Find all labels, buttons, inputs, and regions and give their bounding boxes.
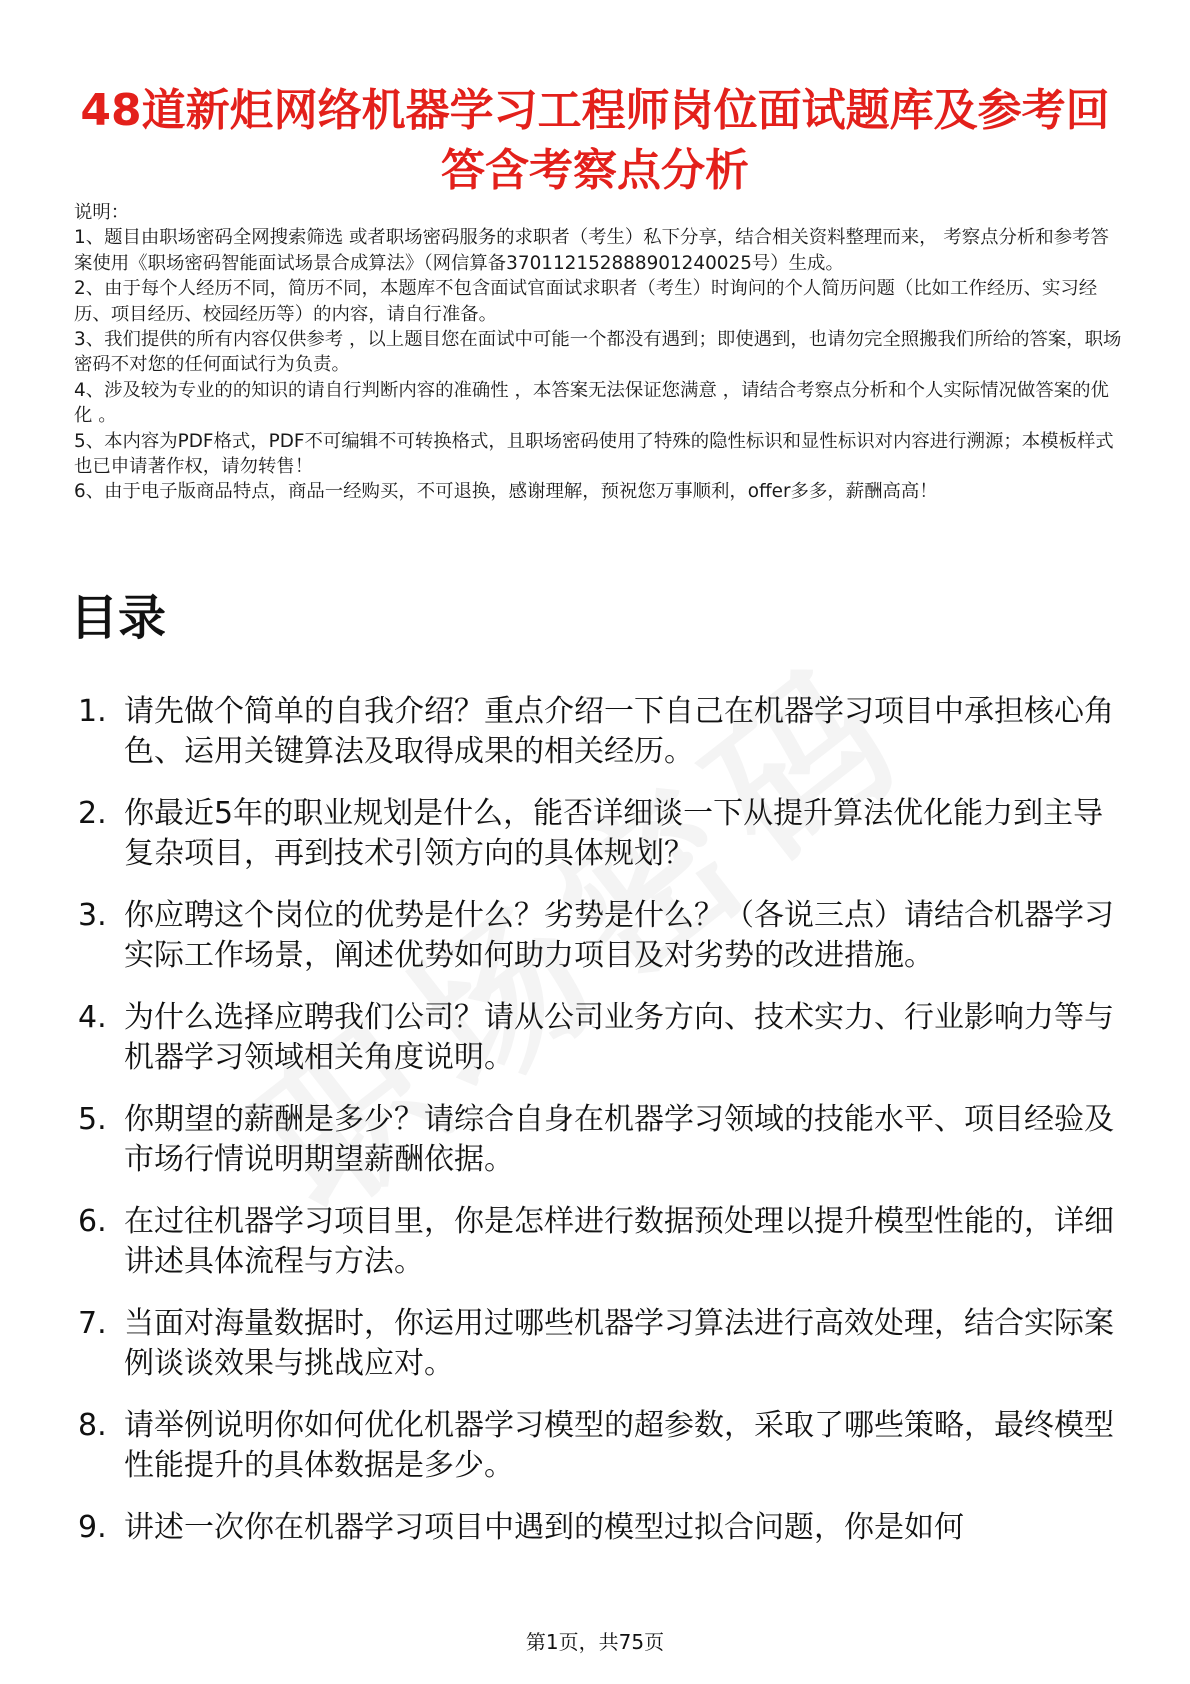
toc-item-text: 讲述一次你在机器学习项目中遇到的模型过拟合问题，你是如何 <box>124 1510 964 1545</box>
toc-item-number: 2. <box>78 796 107 831</box>
instructions-block <box>74 200 1126 505</box>
toc-item-number: 7. <box>78 1306 107 1341</box>
toc-item-text: 请先做个简单的自我介绍？重点介绍一下自己在机器学习项目中承担核心角色、运用关键算法及取得成果的相关经历。 <box>124 694 1114 769</box>
page-footer: 第1页，共75页 <box>525 1630 665 1654</box>
toc-item-number: 1. <box>78 694 107 729</box>
toc-item-number: 9. <box>78 1510 107 1545</box>
toc-item[interactable] <box>78 1304 1128 1384</box>
document-title: 48道新炬网络机器学习工程师岗位面试题库及参考回答含考察点分析 <box>80 85 1110 197</box>
toc-item[interactable] <box>78 794 1128 874</box>
toc-item-text: 你应聘这个岗位的优势是什么？劣势是什么？（各说三点）请结合机器学习实际工作场景，阐述优势如何助力项目及对劣势的改进措施。 <box>124 898 1114 973</box>
toc-item-text: 你最近5年的职业规划是什么，能否详细谈一下从提升算法优化能力到主导复杂项目，再到技术引领方向的具体规划？ <box>124 796 1104 871</box>
instruction-item: 5、本内容为PDF格式，PDF不可编辑不可转换格式，且职场密码使用了特殊的隐性标识和显性标识对内容进行溯源；本模板样式也已申请著作权，请勿转售！ <box>74 430 1114 478</box>
instruction-item: 4、涉及较为专业的的知识的请自行判断内容的准确性 ，本答案无法保证您满意 ，请结合考察点分析和个人实际情况做答案的优化 。 <box>74 379 1109 427</box>
toc-item-text: 请举例说明你如何优化机器学习模型的超参数，采取了哪些策略，最终模型性能提升的具体数据是多少。 <box>124 1408 1114 1483</box>
toc-item[interactable] <box>78 896 1128 976</box>
instructions-heading: 说明： <box>74 202 130 223</box>
toc-item[interactable] <box>78 1100 1128 1180</box>
toc-item-number: 4. <box>78 1000 107 1035</box>
toc-item-number: 6. <box>78 1204 107 1239</box>
instruction-item: 2、由于每个人经历不同，简历不同，本题库不包含面试官面试求职者（考生）时询问的个人简历问题（比如工作经历、实习经历、项目经历、校园经历等）的内容，请自行准备。 <box>74 278 1098 325</box>
toc-item-number: 5. <box>78 1102 107 1137</box>
toc-item[interactable] <box>78 1406 1128 1486</box>
toc-item-text: 当面对海量数据时，你运用过哪些机器学习算法进行高效处理，结合实际案例谈谈效果与挑战应对。 <box>124 1306 1114 1381</box>
toc-item-text: 在过往机器学习项目里，你是怎样进行数据预处理以提升模型性能的，详细讲述具体流程与方法。 <box>124 1204 1114 1279</box>
toc-item-number: 3. <box>78 898 107 933</box>
toc-item-text: 为什么选择应聘我们公司？请从公司业务方向、技术实力、行业影响力等与机器学习领域相关角度说明。 <box>124 1000 1114 1075</box>
instruction-item: 3、我们提供的所有内容仅供参考 ，以上题目您在面试中可能一个都没有遇到；即使遇到，也请勿完全照搬我们所给的答案，职场密码不对您的任何面试行为负责。 <box>74 329 1122 376</box>
toc-item-text: 你期望的薪酬是多少？请综合自身在机器学习领域的技能水平、项目经验及市场行情说明期望薪酬依据。 <box>124 1102 1114 1177</box>
toc-item[interactable] <box>78 1202 1128 1282</box>
toc-item[interactable] <box>78 692 1128 772</box>
toc-list <box>78 692 1128 1570</box>
toc-item-number: 8. <box>78 1408 107 1443</box>
toc-heading: 目录 <box>70 590 167 646</box>
toc-item[interactable] <box>78 1508 1128 1548</box>
instruction-item: 6、由于电子版商品特点，商品一经购买，不可退换，感谢理解，预祝您万事顺利，offer多多，薪酬高高！ <box>74 481 938 503</box>
toc-item[interactable] <box>78 998 1128 1078</box>
instruction-item: 1、题目由职场密码全网搜索筛选 或者职场密码服务的求职者（考生）私下分享，结合相关资料整理而来， 考察点分析和参考答案使用《职场密码智能面试场景合成算法》（网信算备370112152888901240025号）生成。 <box>74 227 1109 274</box>
